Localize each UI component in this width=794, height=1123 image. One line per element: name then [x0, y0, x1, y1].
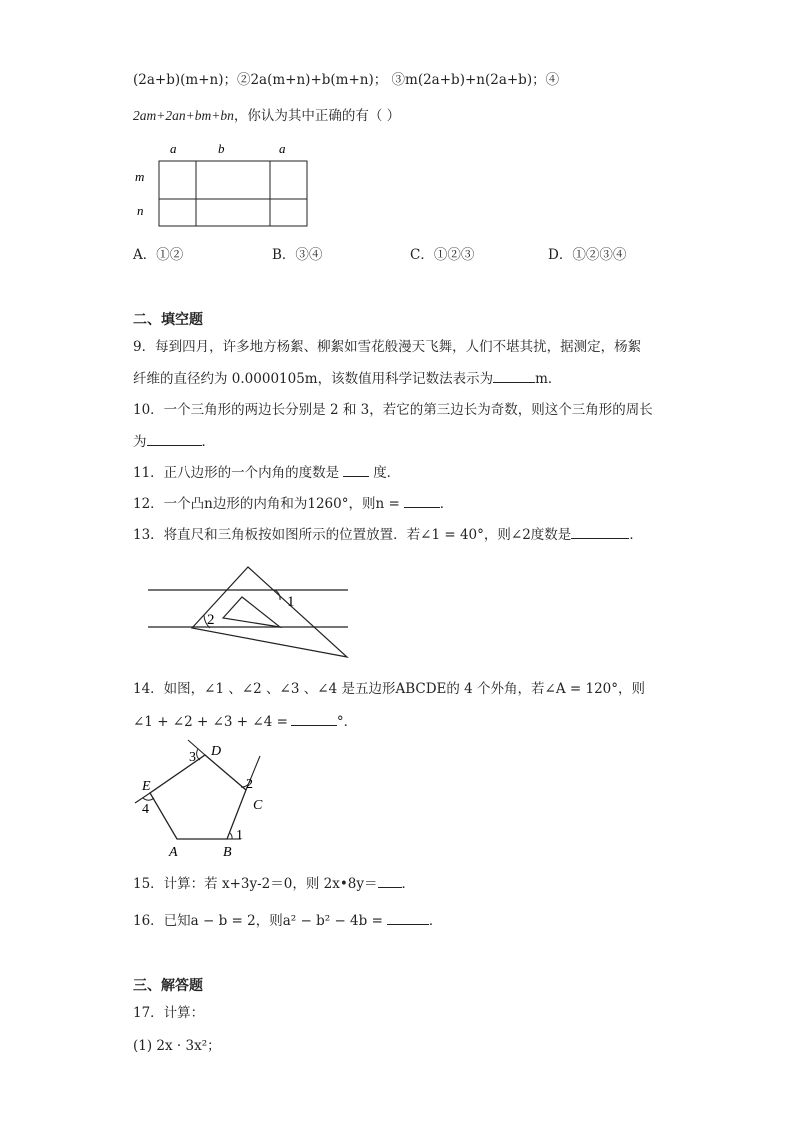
- q17-title: 17．计算：: [133, 1005, 205, 1021]
- option-a[interactable]: A．①②: [133, 247, 184, 263]
- section-fill-in-heading: 二、填空题: [133, 312, 203, 328]
- q16: 16．已知a − b = 2，则a² − b² − 4b = ．: [133, 910, 442, 931]
- vertex-label-a: A: [169, 845, 178, 860]
- angle-label-3: 3: [189, 750, 196, 765]
- angle-label-2: 2: [246, 777, 253, 792]
- angle-label-2: 2: [207, 612, 215, 628]
- q14-line2: ∠1 + ∠2 + ∠3 + ∠4 = °．: [133, 711, 357, 732]
- q12: 12．一个凸n边形的内角和为1260°，则n = ．: [133, 493, 453, 514]
- q8-expr-4: 2am+2an+bm+bn: [133, 108, 234, 123]
- q17-part1: (1) 2x · 3x²；: [133, 1038, 221, 1054]
- q8-expr-list: (2a+b)(m+n)；②2a(m+n)+b(m+n)； ③m(2a+b)+n(2a+b)；④: [133, 72, 560, 88]
- vertex-label-d: D: [211, 744, 222, 759]
- grid-outer-rect: [159, 161, 307, 226]
- q10-line2: 为 ．: [133, 431, 215, 452]
- grid-label-a2: a: [279, 141, 286, 156]
- angle-4-arc: [143, 798, 154, 800]
- angle-label-4: 4: [142, 802, 149, 817]
- q15-answer-blank[interactable]: [378, 873, 402, 888]
- pentagon-figure: [130, 738, 280, 860]
- vertex-label-e: E: [142, 779, 151, 794]
- grid-label-b: b: [218, 141, 225, 156]
- ruler-triangle-figure: [140, 560, 360, 665]
- vertex-label-c: C: [253, 798, 263, 813]
- q10-answer-blank[interactable]: [147, 431, 202, 446]
- q9-line1: 9．每到四月，许多地方杨絮、柳絮如雪花般漫天飞舞，人们不堪其扰，据测定，杨絮: [133, 339, 642, 355]
- q14-line1: 14．如图，∠1 、∠2 、∠3 、∠4 是五边形ABCDE的 4 个外角，若∠A = 120°，则: [133, 681, 646, 697]
- option-c[interactable]: C．①②③: [410, 247, 475, 263]
- grid-label-a1: a: [170, 141, 177, 156]
- q9-line2: 纤维的直径约为 0.0000105m，该数值用科学记数法表示为 m．: [133, 368, 561, 389]
- q11: 11．正八边形的一个内角的度数是 度．: [133, 462, 400, 483]
- grid-label-n: n: [137, 203, 144, 218]
- angle-1-arc: [230, 833, 232, 839]
- q8-question-text: ，你认为其中正确的有（ ）: [233, 108, 401, 124]
- q13: 13．将直尺和三角板按如图所示的位置放置．若∠1 = 40°，则∠2度数是 ．: [133, 524, 643, 545]
- q15: 15．计算：若 x+3y-2＝0，则 2x•8y＝ ．: [133, 873, 415, 894]
- grid-label-m: m: [135, 169, 145, 184]
- outer-triangle: [192, 567, 347, 657]
- angle-label-1: 1: [236, 828, 243, 843]
- angle-label-1: 1: [287, 594, 295, 610]
- rectangle-grid-figure: [128, 138, 318, 233]
- q14-answer-blank[interactable]: [291, 711, 337, 726]
- q8-line1: [133, 70, 559, 90]
- option-b[interactable]: B．③④: [272, 247, 323, 263]
- pentagon-abcde: [150, 755, 246, 839]
- q9-answer-blank[interactable]: [493, 368, 535, 383]
- q16-answer-blank[interactable]: [387, 910, 429, 925]
- q10-line1: 10．一个三角形的两边长分别是 2 和 3，若它的第三边长为奇数，则这个三角形的周长: [133, 402, 653, 418]
- vertex-label-b: B: [223, 845, 232, 860]
- q8-line2: [133, 106, 400, 126]
- q12-answer-blank[interactable]: [404, 493, 440, 508]
- inner-triangle: [223, 597, 280, 627]
- q13-answer-blank[interactable]: [571, 524, 629, 539]
- option-d[interactable]: D．①②③④: [548, 247, 627, 263]
- q11-answer-blank[interactable]: [343, 462, 369, 477]
- section-solutions-heading: 三、解答题: [133, 978, 203, 994]
